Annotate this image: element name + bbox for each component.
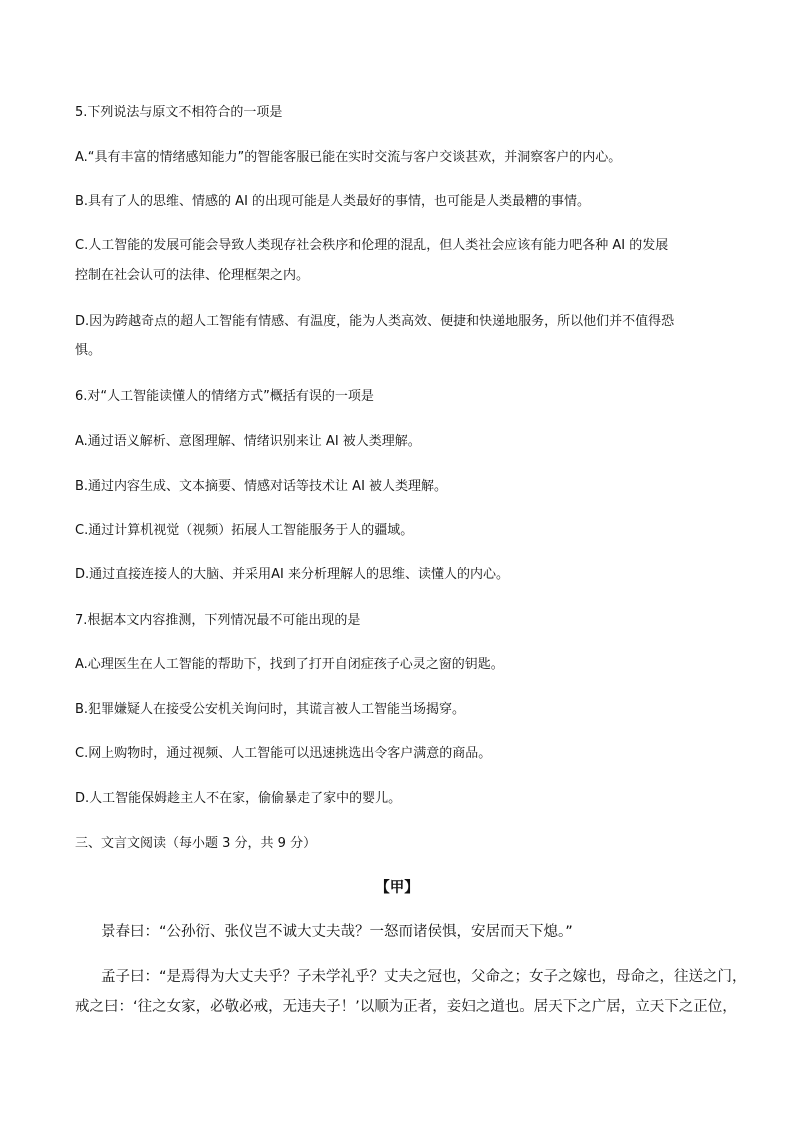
question-6-option-c: C.通过计算机视觉（视频）拓展人工智能服务于人的疆域。 bbox=[75, 523, 414, 538]
question-6-option-d: D.通过直接连接人的大脑、并采用AI 来分析理解人的思维、读懂人的内心。 bbox=[75, 567, 510, 582]
question-5-option-d-line2: 惧。 bbox=[75, 343, 102, 358]
question-7-stem: 7.根据本文内容推测，下列情况最不可能出现的是 bbox=[75, 613, 361, 628]
section-3-heading: 三、文言文阅读（每小题 3 分，共 9 分） bbox=[75, 836, 317, 851]
question-5-option-b: B.具有了人的思维、情感的 AI 的出现可能是人类最好的事情，也可能是人类最糟的事情。 bbox=[75, 194, 591, 209]
question-6-option-b: B.通过内容生成、文本摘要、情感对话等技术让 AI 被人类理解。 bbox=[75, 479, 448, 494]
passage-paragraph-1: 景春曰：“公孙衍、张仪岂不诚大丈夫哉？一怒而诸侯惧，安居而天下熄。” bbox=[101, 924, 573, 940]
question-7-option-b: B.犯罪嫌疑人在接受公安机关询问时，其谎言被人工智能当场揭穿。 bbox=[75, 702, 466, 717]
question-6-option-a: A.通过语义解析、意图理解、情绪识别来让 AI 被人类理解。 bbox=[75, 434, 421, 449]
question-7-option-c: C.网上购物时，通过视频、人工智能可以迅速挑选出令客户满意的商品。 bbox=[75, 746, 492, 761]
question-5-option-c-line2: 控制在社会认可的法律、伦理框架之内。 bbox=[75, 268, 310, 283]
passage-paragraph-2-line2: 戒之曰：‘往之女家，必敬必戒，无违夫子！’以顺为正者，妾妇之道也。居天下之广居，立天下之正位， bbox=[75, 999, 737, 1015]
passage-paragraph-2-line1: 孟子曰：“是焉得为大丈夫乎？子未学礼乎？丈夫之冠也，父命之；女子之嫁也，母命之，往送之门， bbox=[101, 969, 747, 985]
question-5-option-c-line1: C.人工智能的发展可能会导致人类现存社会秩序和伦理的混乱，但人类社会应该有能力吧各种 AI 的发展 bbox=[75, 238, 669, 253]
passage-title: 【甲】 bbox=[375, 880, 419, 896]
question-5-option-a: A.“具有丰富的情绪感知能力”的智能客服已能在实时交流与客户交谈甚欢，并洞察客户的内心。 bbox=[75, 150, 622, 165]
question-5-option-d-line1: D.因为跨越奇点的超人工智能有情感、有温度，能为人类高效、便捷和快递地服务，所以他们并不值得恐 bbox=[75, 314, 675, 329]
question-6-stem: 6.对“人工智能读懂人的情绪方式”概括有误的一项是 bbox=[75, 389, 374, 404]
question-5-stem: 5.下列说法与原文不相符合的一项是 bbox=[75, 105, 283, 120]
question-7-option-d: D.人工智能保姆趁主人不在家，偷偷暴走了家中的婴儿。 bbox=[75, 791, 402, 806]
question-7-option-a: A.心理医生在人工智能的帮助下，找到了打开自闭症孩子心灵之窗的钥匙。 bbox=[75, 657, 504, 672]
